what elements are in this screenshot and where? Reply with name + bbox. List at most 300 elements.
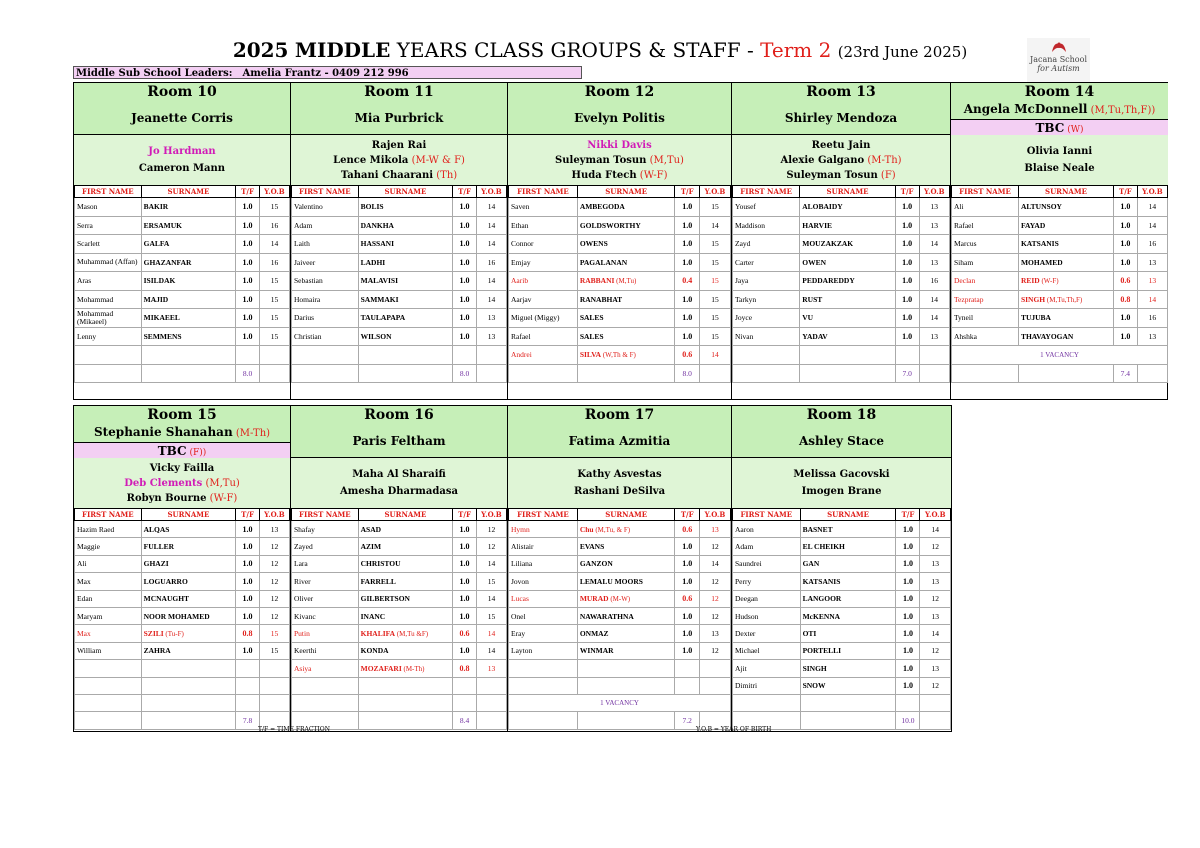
student-table — [508, 509, 731, 730]
student-yob: 12 — [259, 555, 289, 572]
table-row — [733, 538, 951, 555]
empty-cell — [509, 364, 578, 383]
aide-days: (M,Tu) — [202, 478, 240, 489]
col-header-tf: T/F — [895, 186, 919, 198]
aides-section — [732, 135, 950, 186]
empty-cell — [919, 364, 949, 383]
aide-label: Cameron Mann — [138, 163, 226, 174]
empty-cell — [141, 712, 236, 729]
aide-name — [74, 461, 290, 476]
table-row — [952, 272, 1168, 291]
student-yob: 13 — [919, 216, 949, 235]
sub-school-leaders: Middle Sub School Leaders: Amelia Frantz - 0409 212 996 — [73, 66, 582, 79]
table-row — [952, 235, 1168, 254]
student-first-name: Asiya — [292, 660, 359, 677]
student-first-name: Dexter — [733, 625, 801, 642]
aide-label: Maha Al Sharaifi — [352, 469, 446, 480]
col-header-tf: T/F — [453, 186, 477, 198]
student-surname: OWEN — [800, 253, 895, 272]
room-name: Room 10 — [147, 84, 217, 100]
aide-days: (M-Th) — [864, 155, 902, 166]
student-surname: EL CHEIKH — [800, 538, 896, 555]
table-row — [509, 272, 731, 291]
student-yob: 16 — [919, 272, 949, 291]
table-row — [75, 346, 290, 365]
student-surname: YADAV — [800, 327, 895, 346]
col-header-first-name: FIRST NAME — [509, 509, 578, 521]
aide-name — [74, 160, 290, 177]
student-yob: 13 — [699, 625, 730, 642]
room-column — [74, 406, 291, 731]
student-first-name: Ahshka — [952, 327, 1019, 346]
student-tf: 1.0 — [453, 642, 477, 659]
student-yob: 16 — [259, 253, 289, 272]
student-tf: 1.0 — [675, 607, 699, 624]
student-yob: 12 — [476, 538, 506, 555]
student-yob: 15 — [259, 198, 289, 217]
table-row — [733, 660, 951, 677]
student-days: (M,Tu &F) — [395, 630, 429, 639]
student-yob: 14 — [699, 555, 730, 572]
table-row — [292, 346, 507, 365]
vacancy-note: 1 VACANCY — [952, 346, 1168, 365]
student-first-name: Laith — [292, 235, 359, 254]
student-yob: 15 — [259, 327, 289, 346]
student-yob: 13 — [919, 327, 949, 346]
teacher-label: Ashley Stace — [798, 434, 885, 448]
student-yob: 14 — [1137, 198, 1167, 217]
table-row — [509, 625, 731, 642]
student-surname: SINGH (M,Tu,Th,F) — [1018, 290, 1113, 309]
col-header-tf: T/F — [896, 509, 920, 521]
student-table — [291, 509, 507, 730]
table-row — [75, 272, 290, 291]
student-yob: 14 — [920, 625, 951, 642]
col-header-first-name: FIRST NAME — [733, 509, 801, 521]
student-yob: 14 — [476, 235, 506, 254]
room-tf-total: 8.0 — [675, 364, 699, 383]
student-yob: 14 — [259, 235, 289, 254]
col-header-first-name: FIRST NAME — [292, 186, 359, 198]
student-yob: 15 — [699, 272, 730, 291]
student-tf: 0.4 — [675, 272, 699, 291]
student-first-name: Muhammad (Affan) — [75, 253, 142, 272]
student-first-name: Lucas — [509, 590, 578, 607]
col-header-surname: SURNAME — [141, 509, 236, 521]
student-surname: OWENS — [577, 235, 675, 254]
student-tf: 0.6 — [1113, 272, 1137, 291]
student-first-name: Edan — [75, 590, 142, 607]
student-yob: 12 — [699, 607, 730, 624]
student-surname: KHALIFA (M,Tu &F) — [358, 625, 453, 642]
student-surname: GOLDSWORTHY — [577, 216, 675, 235]
empty-cell — [577, 364, 675, 383]
table-row — [292, 538, 507, 555]
empty-cell — [733, 346, 800, 365]
student-yob: 13 — [259, 521, 289, 538]
aide-name — [508, 483, 731, 500]
empty-cell — [259, 364, 289, 383]
col-header-first-name: FIRST NAME — [75, 186, 142, 198]
student-yob: 13 — [699, 521, 730, 538]
table-row — [733, 677, 951, 694]
student-yob: 15 — [259, 309, 289, 328]
student-table — [732, 509, 951, 730]
teacher-days: (M,Tu,Th,F)) — [1087, 105, 1156, 116]
col-header-surname: SURNAME — [800, 186, 895, 198]
student-surname: KONDA — [358, 642, 453, 659]
student-first-name: Jovon — [509, 573, 578, 590]
student-surname: BAKIR — [141, 198, 236, 217]
bird-logo-icon — [1050, 40, 1068, 54]
student-surname: NAWARATHNA — [577, 607, 675, 624]
table-row — [509, 642, 731, 659]
student-first-name: Shafay — [292, 521, 359, 538]
student-first-name: Putin — [292, 625, 359, 642]
table-row — [292, 607, 507, 624]
room-tf-total: 7.2 — [675, 712, 699, 729]
student-yob: 13 — [920, 607, 951, 624]
student-surname: SALES — [577, 309, 675, 328]
student-yob: 13 — [476, 309, 506, 328]
student-first-name: Darius — [292, 309, 359, 328]
teacher-label: Angela McDonnell — [963, 102, 1088, 116]
student-first-name: Emjay — [509, 253, 578, 272]
room-header — [732, 83, 950, 135]
student-first-name: Tarkyn — [733, 290, 800, 309]
table-row — [952, 216, 1168, 235]
student-first-name: Layton — [509, 642, 578, 659]
aide-label: Suleyman Tosun — [786, 170, 878, 181]
aide-label: Amesha Dharmadasa — [340, 486, 458, 497]
room-header — [508, 406, 731, 458]
empty-cell — [236, 660, 260, 677]
student-tf: 1.0 — [675, 235, 699, 254]
aide-label: Jo Hardman — [148, 146, 216, 157]
student-surname: LADHI — [358, 253, 453, 272]
student-tf: 1.0 — [896, 660, 920, 677]
bottom-rooms-block — [73, 405, 952, 732]
student-tf: 1.0 — [1113, 309, 1137, 328]
empty-cell — [1018, 364, 1113, 383]
student-tf: 0.6 — [453, 625, 477, 642]
aide-name — [732, 153, 950, 168]
table-row — [75, 216, 290, 235]
student-surname: HARVIE — [800, 216, 895, 235]
empty-cell — [75, 677, 142, 694]
table-row — [733, 694, 951, 711]
table-row — [509, 290, 731, 309]
empty-cell — [733, 364, 800, 383]
student-first-name: Christian — [292, 327, 359, 346]
student-tf: 1.0 — [1113, 216, 1137, 235]
aide-label: Imogen Brane — [801, 486, 882, 497]
col-header-yob: Y.O.B — [919, 186, 949, 198]
table-row — [733, 346, 950, 365]
student-days: (W,Th & F) — [601, 351, 636, 360]
student-surname: KATSANIS — [1018, 235, 1113, 254]
student-tf: 1.0 — [453, 555, 477, 572]
table-row — [292, 573, 507, 590]
student-yob: 14 — [476, 198, 506, 217]
table-row — [733, 590, 951, 607]
col-header-surname: SURNAME — [577, 186, 675, 198]
table-row — [952, 346, 1168, 365]
empty-cell — [358, 712, 453, 729]
student-yob: 13 — [1137, 272, 1167, 291]
tbc-label: TBC — [1035, 121, 1065, 135]
empty-cell — [453, 677, 477, 694]
student-tf: 1.0 — [236, 290, 260, 309]
student-tf: 1.0 — [675, 573, 699, 590]
col-header-yob: Y.O.B — [699, 186, 730, 198]
table-row — [75, 235, 290, 254]
col-header-tf: T/F — [236, 186, 260, 198]
room-column — [732, 406, 951, 731]
student-yob: 12 — [920, 590, 951, 607]
student-tf: 1.0 — [896, 573, 920, 590]
empty-cell — [476, 694, 506, 711]
student-first-name: Saundrei — [733, 555, 801, 572]
aide-name — [74, 491, 290, 506]
student-first-name: Dimitri — [733, 677, 801, 694]
table-row — [509, 327, 731, 346]
empty-cell — [577, 712, 675, 729]
table-row — [509, 573, 731, 590]
student-tf: 1.0 — [675, 625, 699, 642]
table-row — [509, 346, 731, 365]
student-surname: THAVAYOGAN — [1018, 327, 1113, 346]
student-tf: 1.0 — [895, 309, 919, 328]
student-yob: 12 — [920, 677, 951, 694]
teacher-name — [732, 424, 951, 458]
student-tf: 1.0 — [236, 235, 260, 254]
table-row — [733, 198, 950, 217]
student-first-name: Hudson — [733, 607, 801, 624]
teacher-name — [74, 424, 290, 442]
room-header — [291, 83, 507, 135]
table-row — [292, 694, 507, 711]
col-header-tf: T/F — [1113, 186, 1137, 198]
student-surname: REID (W-F) — [1018, 272, 1113, 291]
student-tf: 1.0 — [895, 327, 919, 346]
table-row — [75, 521, 290, 538]
aides-section — [508, 135, 731, 186]
student-first-name: Onel — [509, 607, 578, 624]
room-header — [74, 406, 290, 458]
aide-label: Kathy Asvestas — [577, 469, 662, 480]
empty-cell — [476, 364, 506, 383]
student-yob: 14 — [476, 590, 506, 607]
empty-cell — [895, 346, 919, 365]
student-first-name: Adam — [733, 538, 801, 555]
student-days: (M,Tu,Th,F) — [1045, 295, 1083, 304]
student-first-name: Connor — [509, 235, 578, 254]
student-first-name: Maddison — [733, 216, 800, 235]
student-tf: 1.0 — [236, 272, 260, 291]
student-tf: 1.0 — [675, 253, 699, 272]
teacher-name — [74, 101, 290, 135]
teacher-name — [508, 424, 731, 458]
table-row — [733, 555, 951, 572]
student-first-name: Maryam — [75, 607, 142, 624]
student-tf: 1.0 — [236, 309, 260, 328]
empty-cell — [75, 346, 142, 365]
col-header-first-name: FIRST NAME — [952, 186, 1019, 198]
table-row — [509, 607, 731, 624]
student-yob: 12 — [259, 607, 289, 624]
student-surname: INANC — [358, 607, 453, 624]
student-table — [74, 509, 290, 730]
col-header-surname: SURNAME — [358, 509, 453, 521]
room-name: Room 15 — [147, 407, 217, 423]
aide-name — [291, 466, 507, 483]
student-surname: SALES — [577, 327, 675, 346]
student-tf: 1.0 — [453, 327, 477, 346]
aide-label: Rashani DeSilva — [573, 486, 666, 497]
table-row — [75, 290, 290, 309]
student-yob: 16 — [476, 253, 506, 272]
table-row — [292, 198, 507, 217]
table-row — [509, 538, 731, 555]
student-yob: 12 — [259, 590, 289, 607]
student-yob: 15 — [476, 607, 506, 624]
table-row — [733, 573, 951, 590]
table-row — [292, 235, 507, 254]
table-row — [952, 364, 1168, 383]
room-column — [732, 83, 951, 399]
aide-name — [508, 138, 731, 153]
empty-cell — [453, 694, 477, 711]
student-tf: 1.0 — [675, 290, 699, 309]
tbc-label: TBC — [157, 444, 187, 458]
student-surname: GHAZI — [141, 555, 236, 572]
student-surname: MOHAMED — [1018, 253, 1113, 272]
aide-days: (Th) — [433, 170, 458, 181]
teacher-label: Evelyn Politis — [574, 111, 665, 125]
table-row — [292, 521, 507, 538]
empty-cell — [476, 677, 506, 694]
table-row — [292, 216, 507, 235]
student-tf: 1.0 — [896, 642, 920, 659]
page-title: 2025 MIDDLE YEARS CLASS GROUPS & STAFF - Term 2 (23rd June 2025) — [232, 38, 968, 62]
room-column — [508, 406, 732, 731]
room-name: Room 14 — [1024, 84, 1095, 100]
table-row — [733, 521, 951, 538]
student-first-name: Michael — [733, 642, 801, 659]
room-tf-total: 7.0 — [895, 364, 919, 383]
col-header-yob: Y.O.B — [259, 509, 289, 521]
student-yob: 13 — [476, 327, 506, 346]
table-row — [733, 272, 950, 291]
student-surname: FARRELL — [358, 573, 453, 590]
student-yob: 14 — [699, 346, 730, 365]
empty-cell — [259, 660, 289, 677]
student-surname: TAULAPAPA — [358, 309, 453, 328]
student-tf: 0.8 — [236, 625, 260, 642]
table-row — [733, 625, 951, 642]
empty-cell — [259, 346, 289, 365]
aides-section — [74, 458, 290, 509]
student-tf: 1.0 — [453, 309, 477, 328]
footnote-yob: Y.O.B = YEAR OF BIRTH — [696, 726, 772, 733]
student-tf: 0.8 — [453, 660, 477, 677]
table-row — [75, 642, 290, 659]
student-surname: RUST — [800, 290, 895, 309]
table-row — [292, 590, 507, 607]
student-first-name: Mason — [75, 198, 142, 217]
student-surname: SINGH — [800, 660, 896, 677]
empty-cell — [259, 677, 289, 694]
student-first-name: Lenny — [75, 327, 142, 346]
student-surname: ALOBAIDY — [800, 198, 895, 217]
student-table — [291, 186, 507, 383]
student-tf: 1.0 — [236, 216, 260, 235]
student-first-name: Scarlett — [75, 235, 142, 254]
empty-cell — [236, 694, 260, 711]
table-row — [509, 309, 731, 328]
student-tf: 1.0 — [236, 198, 260, 217]
empty-cell — [292, 364, 359, 383]
teacher-label: Mia Purbrick — [354, 111, 444, 125]
table-row — [292, 625, 507, 642]
teacher-label: Stephanie Shanahan — [93, 425, 233, 439]
student-yob: 14 — [699, 216, 730, 235]
student-first-name: Max — [75, 625, 142, 642]
empty-cell — [699, 677, 730, 694]
aide-name — [291, 138, 507, 153]
empty-cell — [800, 712, 896, 729]
aides-section — [508, 458, 731, 509]
student-tf: 1.0 — [896, 625, 920, 642]
empty-cell — [75, 660, 142, 677]
student-surname: AZIM — [358, 538, 453, 555]
student-surname: GHAZANFAR — [141, 253, 236, 272]
table-row — [733, 290, 950, 309]
student-first-name: Hazim Raed — [75, 521, 142, 538]
student-surname: PAGALANAN — [577, 253, 675, 272]
student-surname: SEMMENS — [141, 327, 236, 346]
student-surname: RABBANI (M,Tu) — [577, 272, 675, 291]
empty-cell — [509, 712, 578, 729]
table-row — [292, 660, 507, 677]
student-surname: ASAD — [358, 521, 453, 538]
student-first-name: Eray — [509, 625, 578, 642]
student-days: (W-F) — [1039, 277, 1059, 286]
student-surname: MOZAFARI (M-Th) — [358, 660, 453, 677]
student-first-name: Jaya — [733, 272, 800, 291]
table-row — [75, 364, 290, 383]
student-first-name: William — [75, 642, 142, 659]
table-row — [292, 555, 507, 572]
teacher-name — [951, 101, 1168, 119]
table-row — [733, 327, 950, 346]
empty-cell — [141, 346, 236, 365]
student-surname: PEDDAREDDY — [800, 272, 895, 291]
student-first-name: Aarib — [509, 272, 578, 291]
student-tf: 1.0 — [896, 677, 920, 694]
aide-label: Rajen Rai — [371, 140, 427, 151]
empty-cell — [358, 364, 453, 383]
room-header — [291, 406, 507, 458]
student-yob: 15 — [699, 309, 730, 328]
col-header-first-name: FIRST NAME — [292, 509, 359, 521]
student-tf: 1.0 — [236, 538, 260, 555]
student-surname: GANZON — [577, 555, 675, 572]
table-row — [509, 555, 731, 572]
col-header-yob: Y.O.B — [476, 186, 506, 198]
table-row — [952, 327, 1168, 346]
